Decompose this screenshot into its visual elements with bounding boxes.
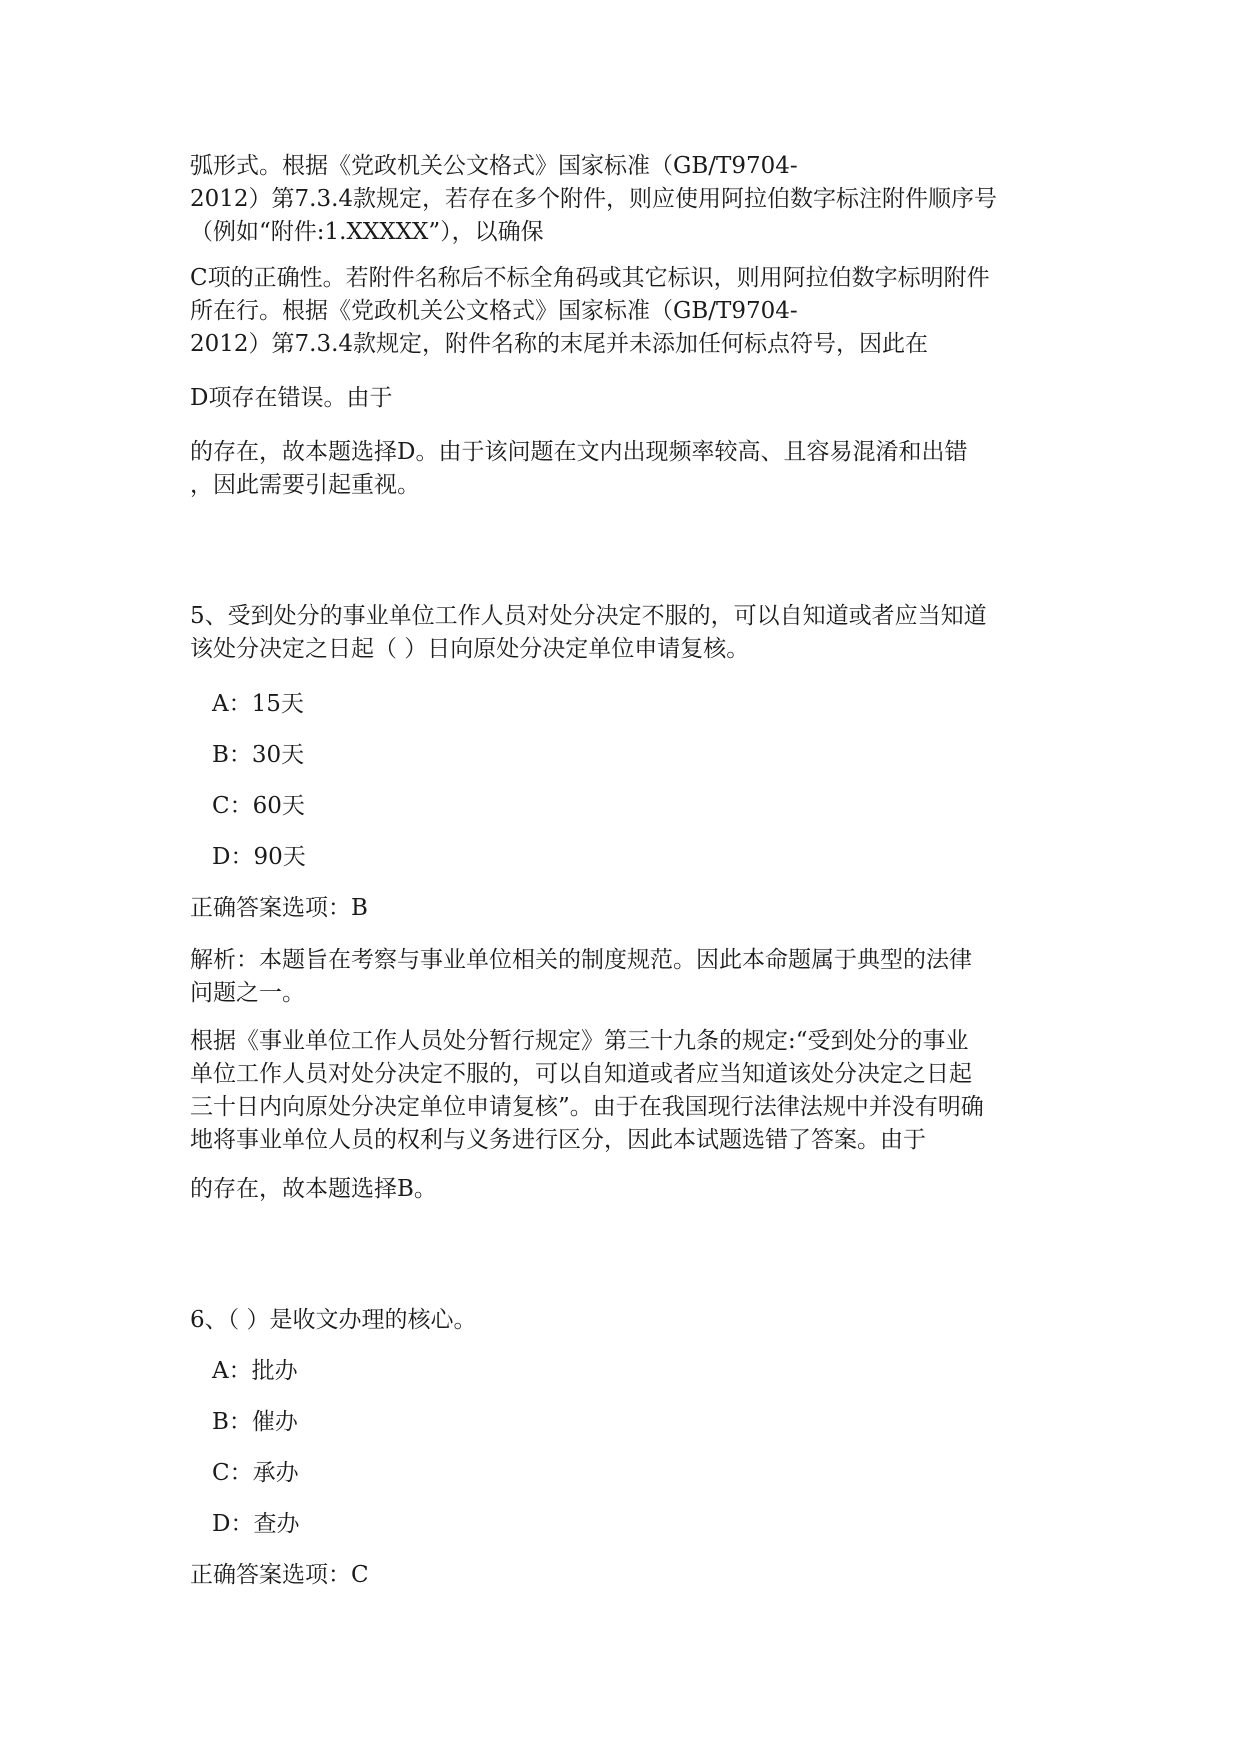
text-line: （例如“附件:1.XXXXX”），以确保 bbox=[190, 219, 544, 245]
question-5-analysis-2 bbox=[190, 1025, 1060, 1157]
text-line: 解析：本题旨在考察与事业单位相关的制度规范。因此本命题属于典型的法律 bbox=[190, 947, 972, 973]
question-5-stem bbox=[190, 600, 1060, 666]
intro-paragraph-1 bbox=[190, 150, 1060, 249]
question-6-option-d: D：查办 bbox=[212, 1511, 300, 1537]
text-line: 5、受到处分的事业单位工作人员对处分决定不服的，可以自知道或者应当知道 bbox=[190, 603, 987, 629]
text-line: 2012）第7.3.4款规定，附件名称的末尾并未添加任何标点符号，因此在 bbox=[190, 331, 929, 357]
text-line: 地将事业单位人员的权利与义务进行区分，因此本试题选错了答案。由于 bbox=[190, 1127, 926, 1153]
text-line: ，因此需要引起重视。 bbox=[190, 472, 420, 498]
question-5-analysis-1 bbox=[190, 944, 1060, 1010]
text-line: 的存在，故本题选择D。由于该问题在文内出现频率较高、且容易混淆和出错 bbox=[190, 439, 968, 465]
intro-paragraph-2 bbox=[190, 262, 1060, 361]
text-line: 6、（ ）是收文办理的核心。 bbox=[190, 1307, 477, 1333]
intro-paragraph-4 bbox=[190, 436, 1060, 502]
question-6-answer: 正确答案选项：C bbox=[190, 1562, 369, 1588]
text-line: 根据《事业单位工作人员处分暂行规定》第三十九条的规定:“受到处分的事业 bbox=[190, 1028, 969, 1054]
question-5-analysis-3 bbox=[190, 1173, 1060, 1206]
text-line: 的存在，故本题选择B。 bbox=[190, 1176, 437, 1202]
question-5-option-b: B：30天 bbox=[212, 742, 305, 768]
text-line: 单位工作人员对处分决定不服的，可以自知道或者应当知道该处分决定之日起 bbox=[190, 1061, 972, 1087]
question-5-option-c: C：60天 bbox=[212, 793, 305, 819]
question-5-option-d: D：90天 bbox=[212, 844, 306, 870]
question-5-answer: 正确答案选项：B bbox=[190, 895, 368, 921]
question-5-option-a: A：15天 bbox=[212, 691, 304, 717]
text-line: 问题之一。 bbox=[190, 980, 305, 1006]
text-line: 三十日内向原处分决定单位申请复核”。由于在我国现行法律法规中并没有明确 bbox=[190, 1094, 984, 1120]
question-6-stem bbox=[190, 1304, 1060, 1337]
question-6-option-c: C：承办 bbox=[212, 1460, 299, 1486]
text-line: 该处分决定之日起（ ）日向原处分决定单位申请复核。 bbox=[190, 636, 750, 662]
text-line: D项存在错误。由于 bbox=[190, 385, 393, 411]
intro-paragraph-3 bbox=[190, 382, 1060, 415]
text-line: 所在行。根据《党政机关公文格式》国家标准（GB/T9704- bbox=[190, 298, 798, 324]
text-line: 弧形式。根据《党政机关公文格式》国家标准（GB/T9704- bbox=[190, 153, 798, 179]
text-line: C项的正确性。若附件名称后不标全角码或其它标识，则用阿拉伯数字标明附件 bbox=[190, 265, 990, 291]
question-6-option-b: B：催办 bbox=[212, 1409, 298, 1435]
text-line: 2012）第7.3.4款规定，若存在多个附件，则应使用阿拉伯数字标注附件顺序号 bbox=[190, 186, 998, 212]
question-6-option-a: A：批办 bbox=[212, 1358, 298, 1384]
